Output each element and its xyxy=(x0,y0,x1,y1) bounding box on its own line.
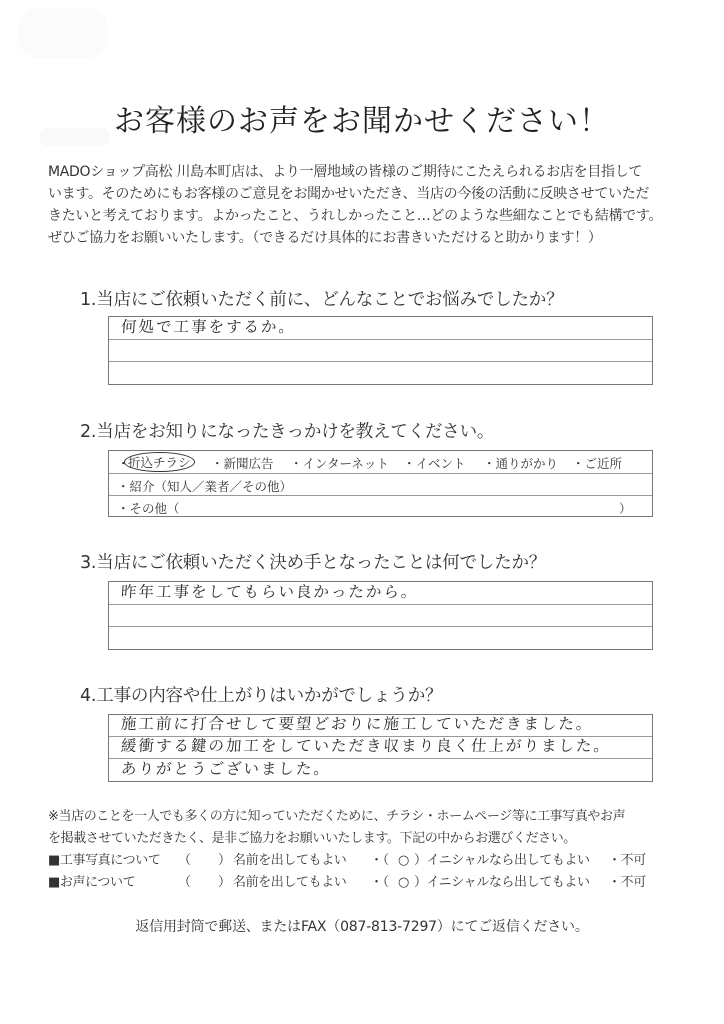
intro-paragraph xyxy=(48,161,678,249)
answer-line[interactable] xyxy=(109,317,652,340)
answer-line[interactable] xyxy=(109,737,652,759)
initial-option-label[interactable]: ）イニシャルなら出してもよい xyxy=(414,853,590,868)
no-option-label[interactable]: ・不可 xyxy=(608,875,646,890)
name-option-close-paren: ） xyxy=(218,853,231,868)
option-other[interactable]: ・その他（ xyxy=(117,501,180,516)
options-row xyxy=(109,496,652,518)
option-passing-by[interactable]: ・通りがかり xyxy=(483,456,559,471)
publication-notes xyxy=(48,806,688,894)
page-title: お客様のお声をお聞かせください！ xyxy=(114,104,610,139)
handwritten-answer: 緩衝する鍵の加工をしていただき収まり良く仕上がりました。 xyxy=(120,737,612,755)
notes-line: を掲載させていただきたく、是非ご協力をお願いいたします。下記の中からお選びください。 xyxy=(48,831,576,846)
handwritten-answer: 施工前に打合せして要望どおりに施工していただきました。 xyxy=(120,715,595,733)
permission-row-photos xyxy=(48,850,688,872)
no-option-label[interactable]: ・不可 xyxy=(608,853,646,868)
answer-line[interactable] xyxy=(109,605,652,627)
intro-line: います。そのためにもお客様のご意見をお聞かせいただき、当店の今後の活動に反映させていただ xyxy=(48,186,650,202)
initial-option-label[interactable]: ）イニシャルなら出してもよい xyxy=(414,875,590,890)
name-option-label[interactable]: 名前を出してもよい xyxy=(233,853,347,868)
answer-line[interactable] xyxy=(109,627,652,649)
permission-label: ■お声について xyxy=(48,875,136,890)
permission-label: ■工事写真について xyxy=(48,853,161,868)
answer-line[interactable] xyxy=(109,582,652,605)
notes-line: ※当店のことを一人でも多くの方に知っていただくために、チラシ・ホームページ等に工事写真やお声 xyxy=(48,809,626,824)
selected-circle: 折込チラシ xyxy=(124,452,195,472)
scan-smudge xyxy=(18,8,108,58)
option-event[interactable]: ・イベント xyxy=(403,456,466,471)
reply-instructions: 返信用封筒で郵送、またはFAX（087-813-7297）にてご返信ください。 xyxy=(135,919,589,935)
initial-option-mark[interactable]: ○ xyxy=(398,875,409,890)
options-row xyxy=(109,474,652,496)
initial-option-mark[interactable]: ○ xyxy=(398,853,409,868)
bullet: ・ xyxy=(117,456,130,471)
question-1-label: 1.当店にご依頼いただく前に、どんなことでお悩みでしたか？ xyxy=(80,290,564,310)
answer-line[interactable] xyxy=(109,759,652,781)
question-2-options-box xyxy=(108,450,653,517)
option-other-close-paren: ） xyxy=(619,501,632,516)
option-flyer[interactable] xyxy=(126,452,195,472)
question-3-label: 3.当店にご依頼いただく決め手となったことは何でしたか？ xyxy=(80,553,547,573)
option-referral[interactable]: ・紹介（知人／業者／その他） xyxy=(117,479,293,494)
name-option-open-paren: （ xyxy=(178,853,191,868)
question-3-answer-box[interactable] xyxy=(108,581,653,650)
intro-line: MADOショップ高松 川島本町店は、より一層地域の皆様のご期待にこたえられるお店を目指して xyxy=(48,164,643,180)
name-option-label[interactable]: 名前を出してもよい xyxy=(233,875,347,890)
option-internet[interactable]: ・インターネット xyxy=(290,456,389,471)
question-4-answer-box[interactable] xyxy=(108,714,653,782)
question-2-label: 2.当店をお知りになったきっかけを教えてください。 xyxy=(80,422,495,442)
handwritten-answer: ありがとうございました。 xyxy=(120,760,332,778)
name-option-close-paren: ） xyxy=(218,875,231,890)
handwritten-answer: 何処で工事をするか。 xyxy=(120,318,297,336)
intro-line: ぜひご協力をお願いいたします。（できるだけ具体的にお書きいただけると助かります！） xyxy=(48,230,602,246)
initial-option-prefix: ・（ xyxy=(370,853,389,868)
question-1-answer-box[interactable] xyxy=(108,316,653,385)
answer-line[interactable] xyxy=(109,362,652,384)
intro-line: きたいと考えております。よかったこと、うれしかったこと…どのような些細なことでも結構です。 xyxy=(48,208,663,224)
name-option-open-paren: （ xyxy=(178,875,191,890)
option-neighborhood[interactable]: ・ご近所 xyxy=(572,456,623,471)
answer-line[interactable] xyxy=(109,340,652,362)
handwritten-answer: 昨年工事をしてもらい良かったから。 xyxy=(120,583,420,601)
initial-option-prefix: ・（ xyxy=(370,875,389,890)
option-newspaper[interactable]: ・新聞広告 xyxy=(211,456,274,471)
options-row xyxy=(109,451,652,474)
question-4-label: 4.工事の内容や仕上がりはいかがでしょうか？ xyxy=(80,686,443,706)
permission-row-voice xyxy=(48,872,688,894)
